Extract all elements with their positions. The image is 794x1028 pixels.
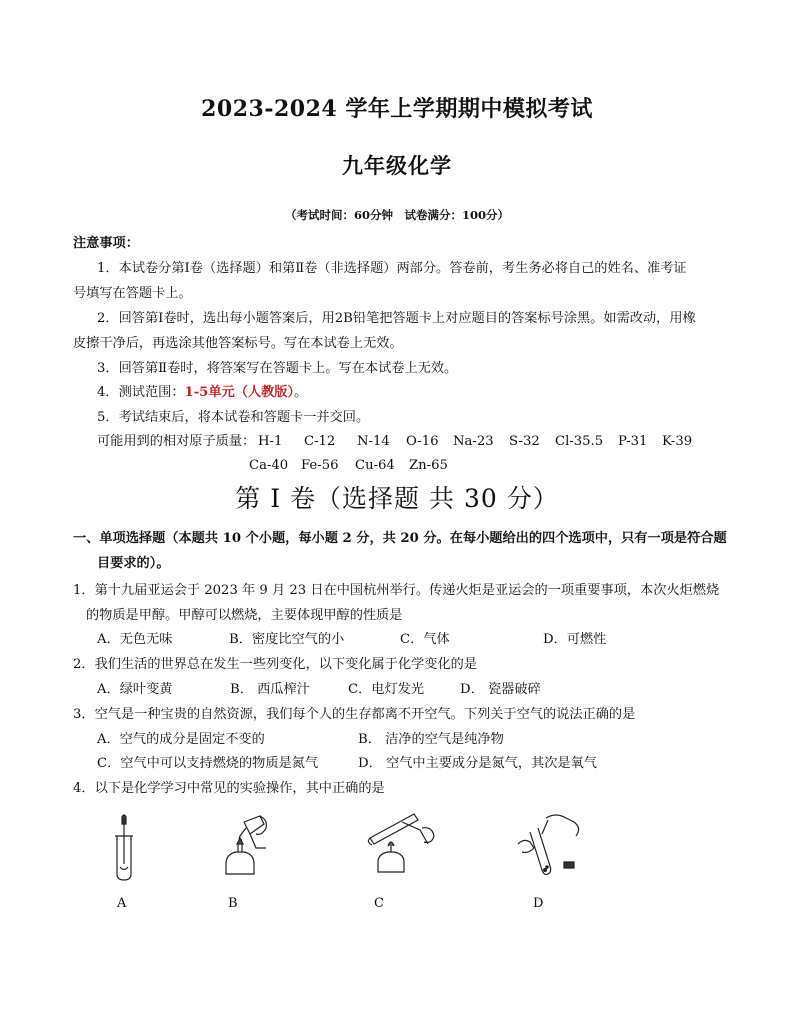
figure-a-dropper-illustration [104, 812, 144, 882]
atomic-mass: P-31 [618, 434, 648, 449]
exam-title: 2023-2024 学年上学期期中模拟考试 [201, 96, 593, 122]
atomic-mass: O-16 [406, 434, 439, 449]
part-one-title: 第 I 卷（选择题 共 30 分） [235, 484, 559, 513]
atomic-mass: Cl-35.5 [555, 434, 604, 449]
note-2-line-1: 2．回答第Ⅰ卷时，选出每小题答案后，用2B铅笔把答题卡上对应题目的答案标号涂黑。如需改动，用橡 [97, 311, 696, 326]
note-4-suffix: 。 [294, 385, 308, 400]
atomic-mass: Fe-56 [301, 458, 339, 473]
question-2-option-c: C．电灯发光 [348, 682, 425, 697]
question-4-stem: 4．以下是化学学习中常见的实验操作，其中正确的是 [73, 781, 385, 796]
question-2-option-d: D． 瓷器破碎 [460, 682, 541, 697]
question-2-option-b: B． 西瓜榨汁 [230, 682, 310, 697]
note-3: 3．回答第Ⅱ卷时，将答案写在答题卡上。写在本试卷上无效。 [97, 361, 458, 376]
question-3-option-b: B． 洁净的空气是纯净物 [358, 732, 504, 747]
notes-heading: 注意事项： [73, 236, 139, 251]
figure-d-adding-solid-illustration [512, 812, 588, 880]
figure-c-label: C [374, 896, 384, 911]
atomic-mass: Ca-40 [249, 458, 289, 473]
question-1-option-d: D．可燃性 [543, 632, 607, 647]
section-heading-line-1: 一、单项选择题（本题共 10 个小题，每小题 2 分，共 20 分。在每小题给出的四个选项中，只有一项是符合题 [73, 531, 727, 546]
note-1-line-1: 1．本试卷分第Ⅰ卷（选择题）和第Ⅱ卷（非选择题）两部分。答卷前，考生务必将自己的姓名、准考证 [97, 261, 687, 276]
question-3-option-d: D． 空气中主要成分是氮气，其次是氧气 [358, 756, 597, 771]
question-1-option-b: B．密度比空气的小 [229, 632, 345, 647]
section-heading-line-2: 目要求的）。 [97, 556, 170, 571]
note-2-line-2: 皮擦干净后，再选涂其他答案标号。写在本试卷上无效。 [73, 336, 403, 351]
figure-b-label: B [228, 896, 238, 911]
note-5: 5．考试结束后，将本试卷和答题卡一并交回。 [97, 410, 370, 425]
question-3-option-c: C．空气中可以支持燃烧的物质是氮气 [97, 756, 319, 771]
question-3-option-a: A．空气的成分是固定不变的 [97, 732, 265, 747]
test-range: 1-5单元（人教版） [184, 385, 295, 400]
atomic-mass: N-14 [357, 434, 390, 449]
atomic-mass: S-32 [509, 434, 540, 449]
atomic-mass: K-39 [662, 434, 693, 449]
note-1-line-2: 号填写在答题卡上。 [73, 286, 192, 301]
atomic-mass: H-1 [258, 434, 283, 449]
figure-c-heating-illustration [362, 808, 442, 880]
exam-info: （考试时间：60分钟 试卷满分：100分） [284, 208, 509, 222]
subject-title: 九年级化学 [342, 153, 452, 178]
note-4 [97, 385, 307, 401]
atomic-mass: Cu-64 [355, 458, 395, 473]
question-1-stem-line-2: 的物质是甲醇。甲醇可以燃烧，主要体现甲醇的性质是 [86, 608, 403, 623]
atomic-mass: Na-23 [453, 434, 494, 449]
figure-a-label: A [117, 896, 127, 911]
question-3-stem: 3．空气是一种宝贵的自然资源，我们每个人的生存都离不开空气。下列关于空气的说法正确的是 [73, 707, 636, 722]
figure-b-alcohol-lamp-illustration [216, 814, 270, 880]
question-2-option-a: A．绿叶变黄 [97, 682, 173, 697]
question-1-option-a: A．无色无味 [97, 632, 173, 647]
atomic-mass-label: 可能用到的相对原子质量： [97, 434, 256, 449]
atomic-mass: C-12 [304, 434, 336, 449]
figure-d-label: D [533, 896, 544, 911]
question-1-option-c: C．气体 [400, 632, 450, 647]
question-2-stem: 2．我们生活的世界总在发生一些列变化，以下变化属于化学变化的是 [73, 657, 478, 672]
atomic-mass: Zn-65 [409, 458, 448, 473]
question-1-stem-line-1: 1．第十九届亚运会于 2023 年 9 月 23 日在中国杭州举行。传递火炬是亚运会的一项重要事项，本次火炬燃烧 [73, 583, 720, 598]
note-4-prefix: 4．测试范围： [97, 385, 185, 400]
